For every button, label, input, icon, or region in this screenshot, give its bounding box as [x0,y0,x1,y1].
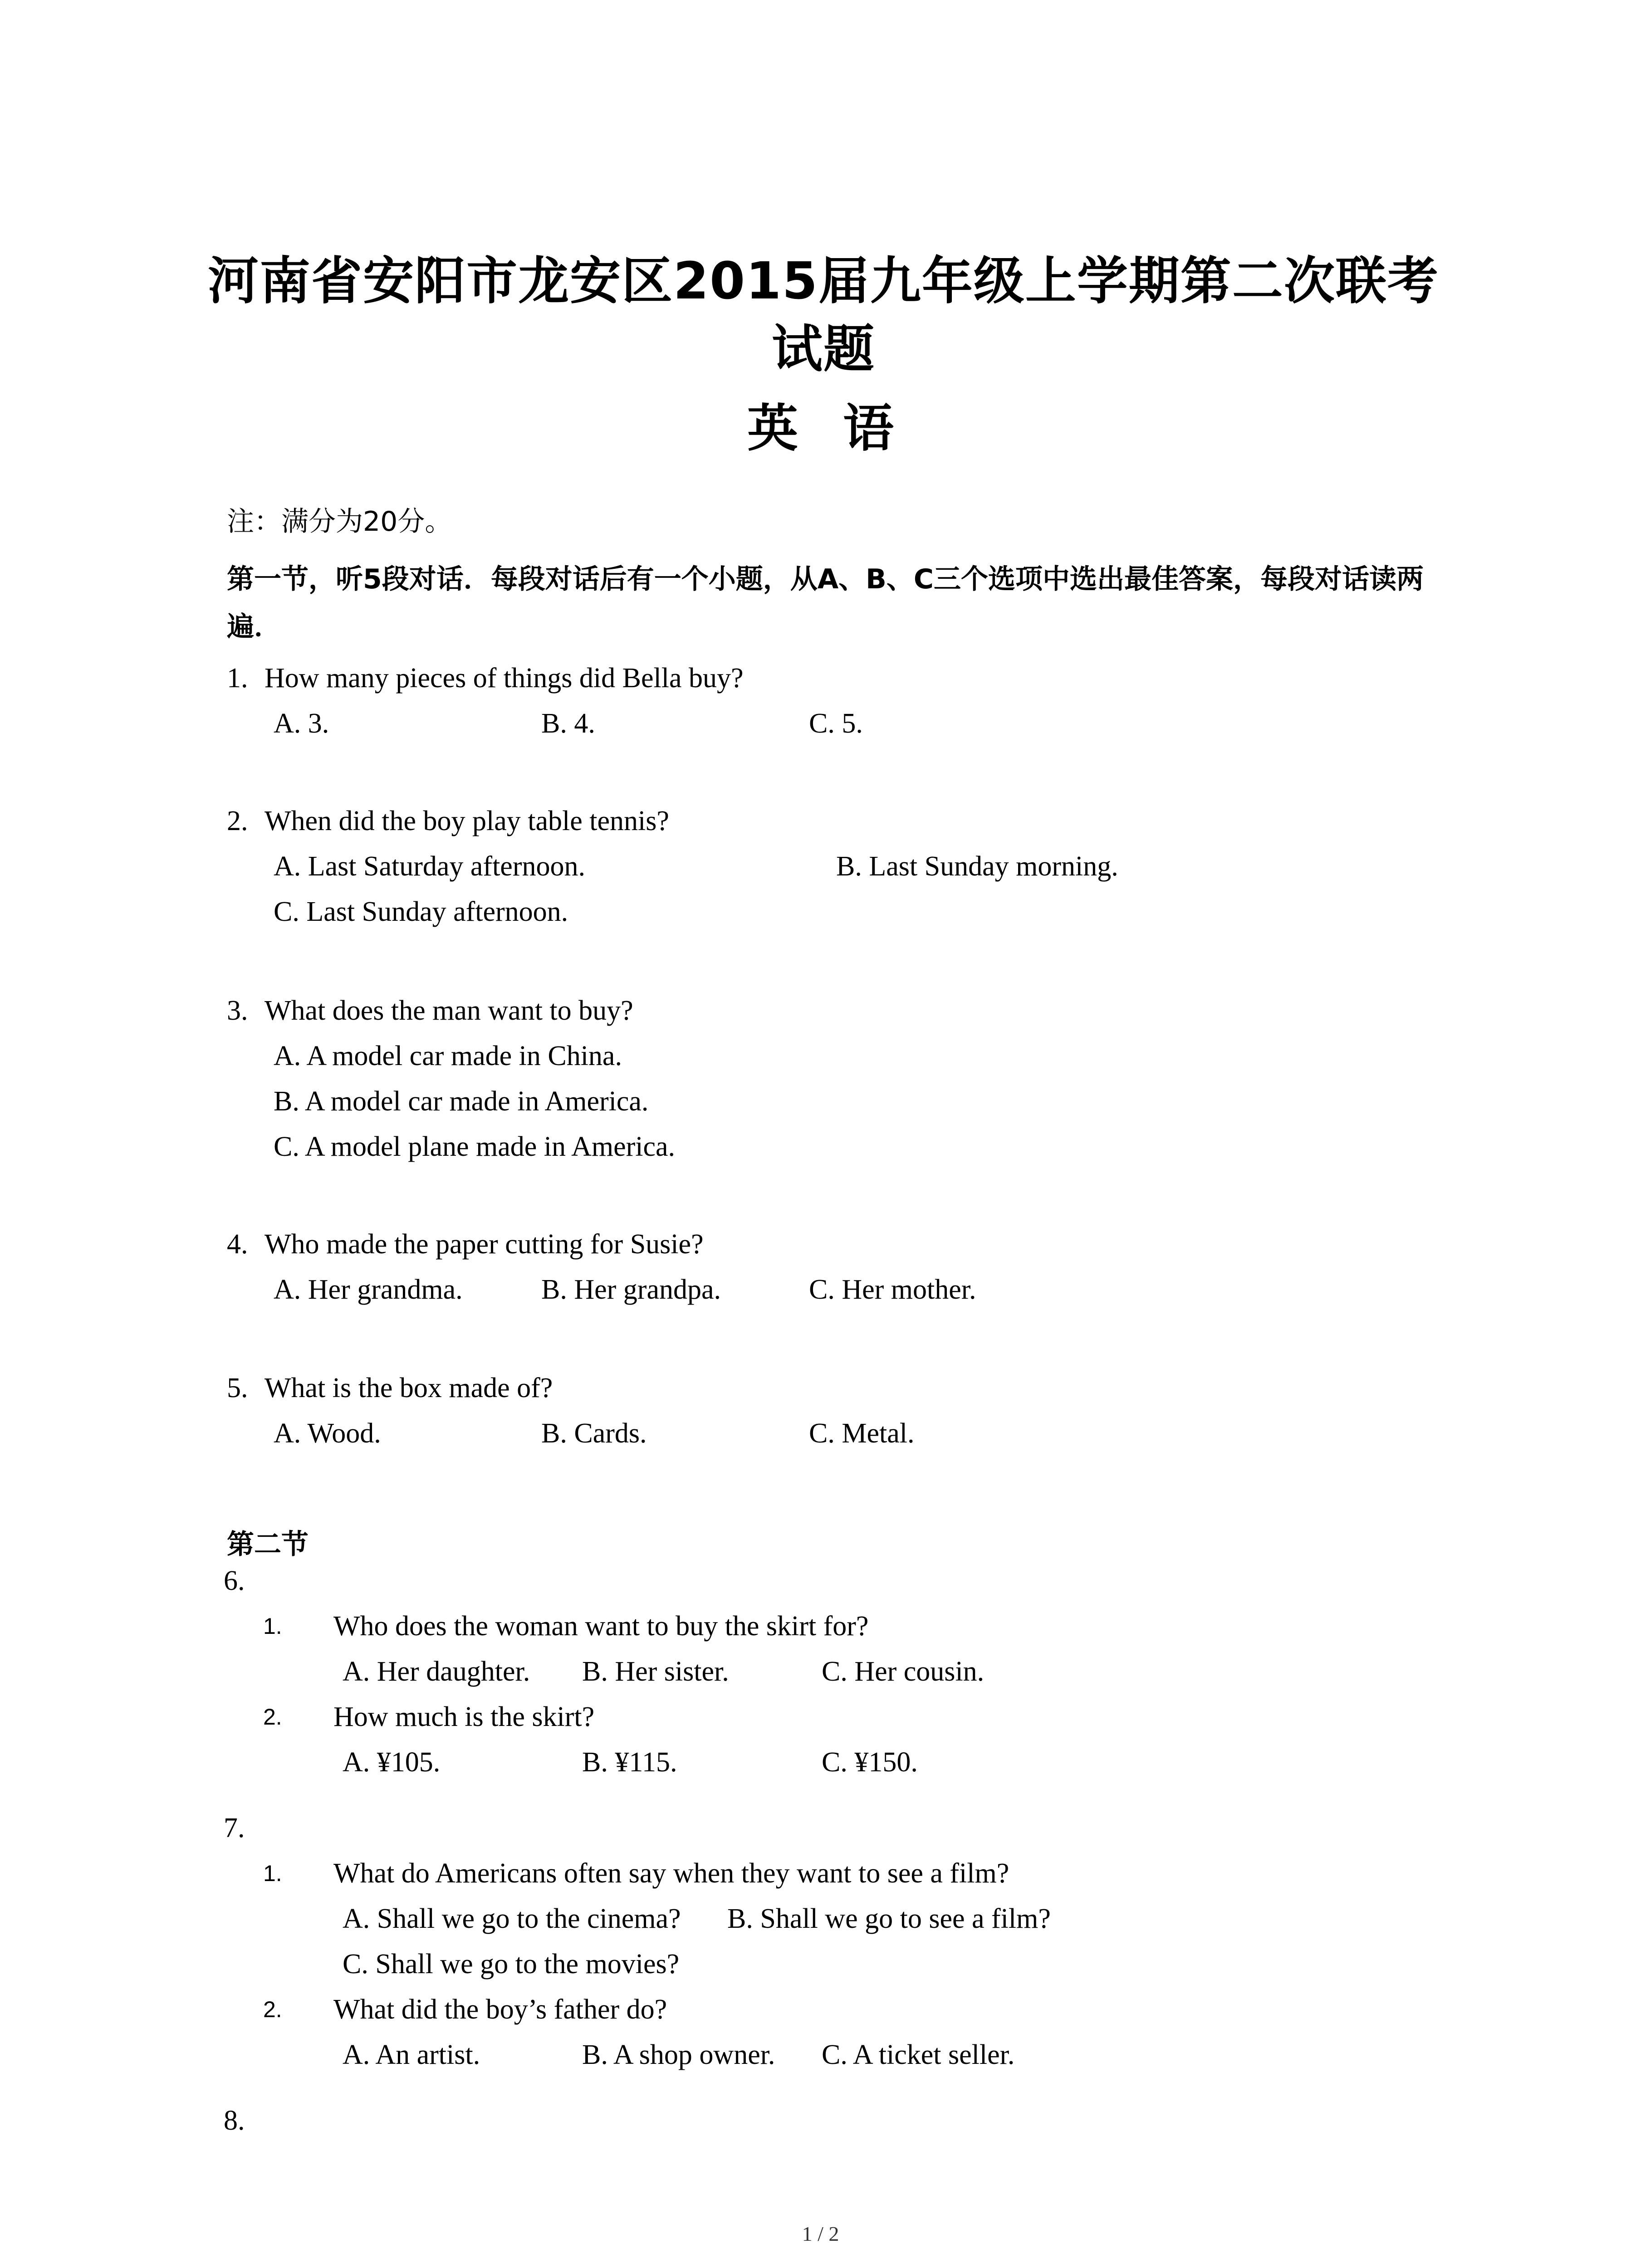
sub-question-number: 1. [263,1861,282,1886]
sub-question-text: What did the boy’s father do? [333,1994,667,2025]
answer-option: C. Shall we go to the movies? [343,1949,680,1980]
question-group-number: 6. [224,1565,245,1596]
answer-option: A. A model car made in China. [274,1041,622,1071]
answer-option: A. An artist. [343,2039,480,2070]
section1-instruction: 第一节，听5段对话．每段对话后有一个小题，从A、B、C三个选项中选出最佳答案，每段对话读两遍． [227,563,1424,643]
question-text: How many pieces of things did Bella buy? [265,663,744,694]
question-text: What does the man want to buy? [265,995,633,1026]
document-title: 河南省安阳市龙安区2015届九年级上学期第二次联考试题 [208,252,1439,379]
answer-option: B. Her grandpa. [541,1274,721,1305]
score-note: 注：满分为20分。 [227,506,452,538]
answer-option: A. Her daughter. [343,1656,530,1687]
question-number: 5. [227,1373,248,1403]
answer-option: C. Metal. [809,1418,915,1449]
answer-option: A. Last Saturday afternoon. [274,851,585,882]
answer-option: B. Cards. [541,1418,647,1449]
page-indicator: 1 / 2 [802,2222,839,2245]
section2-heading: 第二节 [227,1529,309,1560]
subject-heading: 英 语 [747,399,894,458]
sub-question-text: Who does the woman want to buy the skirt for? [333,1611,869,1642]
question-number: 3. [227,995,248,1026]
answer-option: C. Her mother. [809,1274,976,1305]
sub-question-number: 2. [263,1704,282,1730]
answer-option: C. Last Sunday afternoon. [274,896,568,927]
answer-option: A. Wood. [274,1418,381,1449]
answer-option: A. Her grandma. [274,1274,463,1305]
answer-option: C. 5. [809,708,863,739]
sub-question-text: How much is the skirt? [333,1701,595,1732]
question-number: 1. [227,663,248,694]
answer-option: C. ¥150. [822,1747,918,1778]
answer-option: C. Her cousin. [822,1656,985,1687]
answer-option: B. Last Sunday morning. [836,851,1118,882]
sub-question-number: 1. [263,1613,282,1639]
sub-question-text: What do Americans often say when they want to see a film? [333,1858,1009,1889]
question-group-number: 7. [224,1813,245,1843]
question-text: Who made the paper cutting for Susie? [265,1229,704,1260]
answer-option: A. ¥105. [343,1747,441,1778]
answer-option: C. A ticket seller. [822,2039,1015,2070]
question-number: 4. [227,1229,248,1260]
sub-question-number: 2. [263,1997,282,2022]
answer-option: B. 4. [541,708,595,739]
answer-option: B. A shop owner. [582,2039,775,2070]
answer-option: B. Her sister. [582,1656,729,1687]
answer-option: A. 3. [274,708,329,739]
answer-option: A. Shall we go to the cinema? [343,1903,681,1934]
question-text: When did the boy play table tennis? [265,806,669,836]
question-group-number: 8. [224,2105,245,2136]
answer-option: B. Shall we go to see a film? [727,1903,1051,1934]
question-text: What is the box made of? [265,1373,553,1403]
answer-option: C. A model plane made in America. [274,1131,676,1162]
answer-option: B. ¥115. [582,1747,677,1778]
answer-option: B. A model car made in America. [274,1086,649,1117]
question-number: 2. [227,806,248,836]
